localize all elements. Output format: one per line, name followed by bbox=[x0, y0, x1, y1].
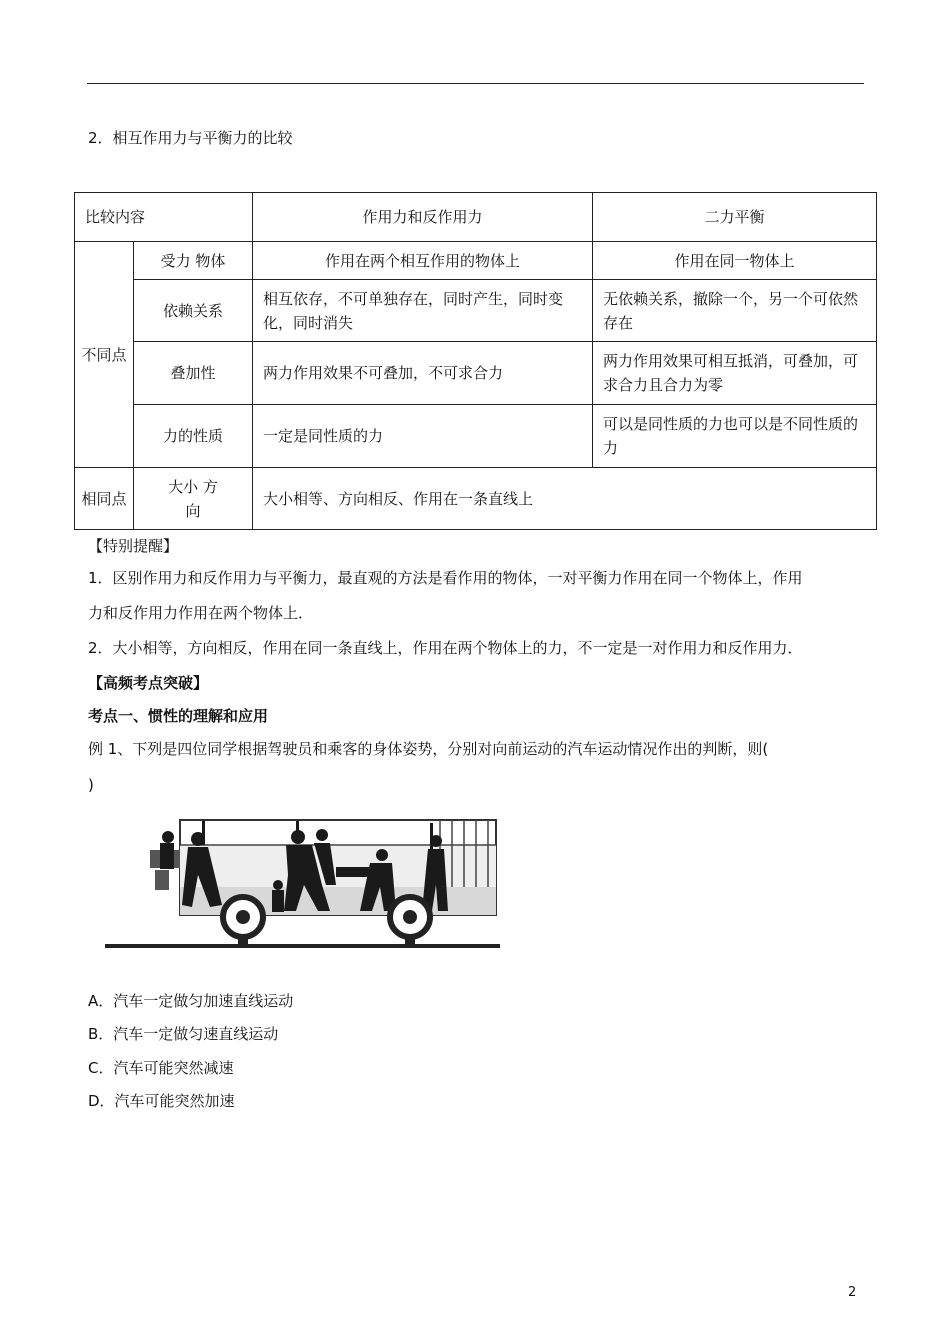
reminder-heading: 【特别提醒】 bbox=[88, 537, 179, 555]
cell-action-reaction: 一定是同性质的力 bbox=[253, 405, 593, 468]
cell-action-reaction: 两力作用效果不可叠加，不可求合力 bbox=[253, 342, 593, 405]
topic-title: 考点一、惯性的理解和应用 bbox=[88, 707, 269, 725]
option-a: A．汽车一定做匀加速直线运动 bbox=[88, 992, 294, 1010]
table-row bbox=[75, 405, 877, 468]
reminder-item-1-line-1: 1．区别作用力和反作用力与平衡力，最直观的方法是看作用的物体，一对平衡力作用在同一个物体上，作用 bbox=[88, 569, 803, 587]
cell-action-reaction: 作用在两个相互作用的物体上 bbox=[253, 242, 593, 280]
reminder-item-1-line-2: 力和反作用力作用在两个物体上． bbox=[88, 604, 314, 622]
bus-illustration bbox=[100, 815, 500, 955]
table-header-row bbox=[75, 193, 877, 242]
table-row bbox=[75, 342, 877, 405]
table-row bbox=[75, 242, 877, 280]
breakthrough-heading: 【高频考点突破】 bbox=[88, 674, 209, 692]
option-d: D．汽车可能突然加速 bbox=[88, 1092, 235, 1110]
table-row bbox=[75, 280, 877, 342]
example-line-2: ) bbox=[88, 776, 94, 794]
cell-balanced: 作用在同一物体上 bbox=[593, 242, 877, 280]
comparison-table bbox=[74, 192, 877, 530]
similarities-label: 相同点 bbox=[75, 468, 134, 530]
row-label: 力的性质 bbox=[134, 405, 253, 468]
row-label: 叠加性 bbox=[134, 342, 253, 405]
table-row bbox=[75, 468, 877, 530]
example-line-1: 例 1、下列是四位同学根据驾驶员和乘客的身体姿势，分别对向前运动的汽车运动情况作出的判断，则( bbox=[88, 740, 769, 758]
header-rule bbox=[87, 83, 864, 84]
row-label: 依赖关系 bbox=[134, 280, 253, 342]
cell-balanced: 无依赖关系，撤除一个，另一个可依然存在 bbox=[593, 280, 877, 342]
option-c: C．汽车可能突然减速 bbox=[88, 1059, 234, 1077]
section-title: 2．相互作用力与平衡力的比较 bbox=[88, 129, 293, 147]
header-action-reaction: 作用力和反作用力 bbox=[253, 193, 593, 242]
reminder-item-2: 2．大小相等，方向相反，作用在同一条直线上，作用在两个物体上的力，不一定是一对作用力和反作用力． bbox=[88, 639, 803, 657]
cell-same: 大小相等、方向相反、作用在一条直线上 bbox=[253, 468, 877, 530]
row-label: 受力 物体 bbox=[134, 242, 253, 280]
cell-balanced: 两力作用效果可相互抵消，可叠加，可求合力且合力为零 bbox=[593, 342, 877, 405]
header-compare-content: 比较内容 bbox=[75, 193, 253, 242]
cell-balanced: 可以是同性质的力也可以是不同性质的力 bbox=[593, 405, 877, 468]
page-number: 2 bbox=[848, 1285, 857, 1300]
row-label: 大小 方向 bbox=[134, 468, 253, 530]
option-b: B．汽车一定做匀速直线运动 bbox=[88, 1025, 279, 1043]
cell-action-reaction: 相互依存，不可单独存在，同时产生，同时变化，同时消失 bbox=[253, 280, 593, 342]
header-balanced-forces: 二力平衡 bbox=[593, 193, 877, 242]
differences-label: 不同点 bbox=[75, 242, 134, 468]
